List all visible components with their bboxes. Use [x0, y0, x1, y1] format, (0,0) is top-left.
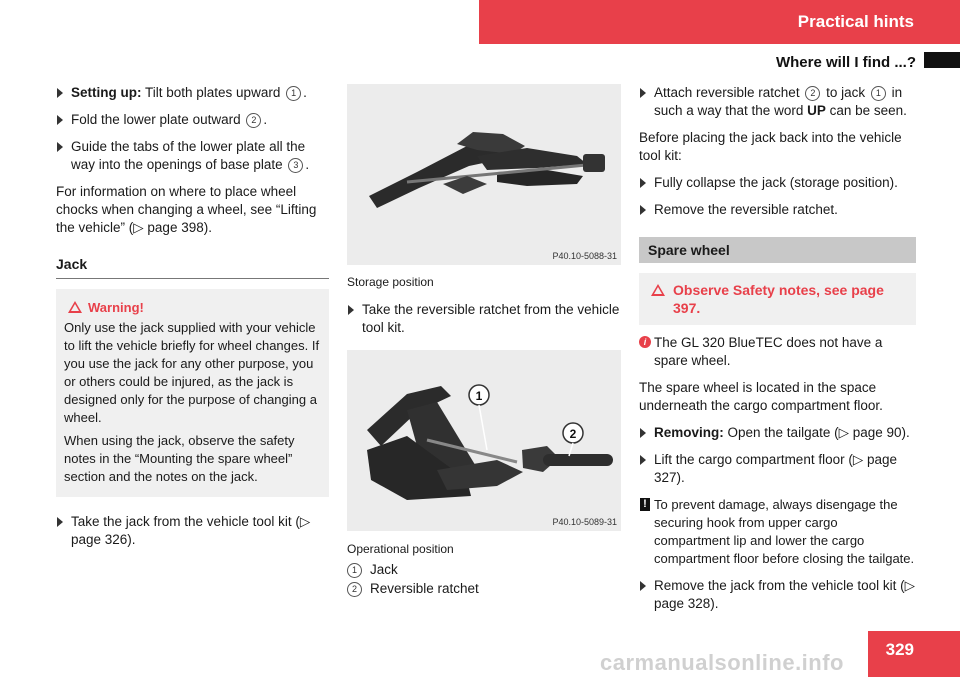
- step-take-ratchet: Take the reversible ratchet from the vehicle tool kit.: [347, 301, 623, 337]
- callout-number: 3: [288, 158, 303, 173]
- caption-storage: Storage position: [347, 275, 434, 289]
- caption-operational: Operational position: [347, 542, 454, 556]
- legend-item-ratchet: 2 Reversible ratchet: [347, 579, 479, 598]
- jack-storage-illustration: [347, 84, 621, 265]
- left-column: [56, 84, 329, 558]
- before-placing-para: Before placing the jack back into the vehicle tool kit:: [639, 130, 902, 163]
- arrow-icon: [57, 88, 63, 98]
- section-title: Practical hints: [797, 12, 914, 31]
- right-column: [639, 84, 916, 622]
- legend-item-jack: 1 Jack: [347, 560, 479, 579]
- step-take-jack: Take the jack from the vehicle tool kit (▷ page 326).: [56, 513, 329, 549]
- photo-code: P40.10-5088-31: [552, 251, 617, 261]
- arrow-icon: [57, 115, 63, 125]
- located-para: The spare wheel is located in the space underneath the cargo compartment floor.: [639, 380, 883, 413]
- callout-number: 1: [286, 86, 301, 101]
- page-number: 329: [885, 640, 914, 659]
- arrow-icon: [640, 178, 646, 188]
- warning-box: [56, 289, 329, 497]
- step-remove-jack: Remove the jack from the vehicle tool kit (▷ page 328).: [639, 577, 916, 613]
- photo-code: P40.10-5089-31: [552, 517, 617, 527]
- watermark: carmanualsonline.info: [600, 650, 844, 675]
- arrow-icon: [640, 88, 646, 98]
- jack-heading: Jack: [56, 255, 329, 279]
- step-remove-ratchet: Remove the reversible ratchet.: [639, 201, 916, 219]
- jack-operational-photo: [347, 350, 621, 531]
- arrow-icon: [640, 428, 646, 438]
- subtitle-marker: [924, 52, 960, 68]
- damage-note: ! To prevent damage, always disengage the securing hook from upper cargo compartment lip and lower the cargo compartment floor before closing the tailgate.: [639, 496, 916, 568]
- info-icon: i: [639, 336, 651, 348]
- callout-number: 2: [246, 113, 261, 128]
- arrow-icon: [348, 305, 354, 315]
- spare-wheel-heading: Spare wheel: [639, 237, 916, 263]
- svg-text:2: 2: [569, 427, 577, 441]
- jack-operational-illustration: [347, 350, 621, 531]
- info-note: i The GL 320 BlueTEC does not have a spare wheel.: [639, 334, 916, 370]
- safety-note-text: Observe Safety notes, see page 397.: [673, 282, 884, 316]
- arrow-icon: [640, 205, 646, 215]
- legend: [347, 560, 479, 598]
- step-removing: Removing: Open the tailgate (▷ page 90).: [639, 424, 916, 442]
- wheel-chocks-info: For information on where to place wheel chocks when changing a wheel, see “Lifting the vehicle” (▷ page 398).: [56, 184, 317, 235]
- arrow-icon: [57, 517, 63, 527]
- step-collapse-jack: Fully collapse the jack (storage position).: [639, 174, 916, 192]
- exclamation-icon: !: [640, 498, 650, 511]
- safety-note-box: [639, 273, 916, 325]
- warning-triangle-icon: [68, 301, 82, 313]
- step-attach-ratchet: Attach reversible ratchet 2 to jack 1 in such a way that the word UP can be seen.: [639, 84, 916, 120]
- arrow-icon: [640, 581, 646, 591]
- step-setting-up: Setting up: Tilt both plates upward 1 .: [56, 84, 329, 102]
- page-number-box: [868, 631, 960, 677]
- arrow-icon: [57, 142, 63, 152]
- svg-text:1: 1: [475, 389, 483, 403]
- warning-title: Warning!: [64, 299, 321, 317]
- warning-paragraph-1: Only use the jack supplied with your vehicle to lift the vehicle briefly for wheel changes. If you use the jack for any other purpose, you or others could be injured, as the jack is designed only for the purpose of changing a wheel.: [64, 320, 320, 425]
- warning-triangle-icon: [651, 284, 665, 296]
- arrow-icon: [640, 455, 646, 465]
- warning-paragraph-2: When using the jack, observe the safety notes in the “Mounting the spare wheel” section and the notes on the jack.: [64, 433, 295, 484]
- jack-storage-photo: [347, 84, 621, 265]
- step-fold-plate: Fold the lower plate outward 2 .: [56, 111, 329, 129]
- step-guide-tabs: Guide the tabs of the lower plate all the way into the openings of base plate 3 .: [56, 138, 329, 174]
- step-lift-floor: Lift the cargo compartment floor (▷ page 327).: [639, 451, 916, 487]
- middle-column-step: [347, 301, 623, 346]
- page-subtitle: Where will I find ...?: [775, 54, 916, 71]
